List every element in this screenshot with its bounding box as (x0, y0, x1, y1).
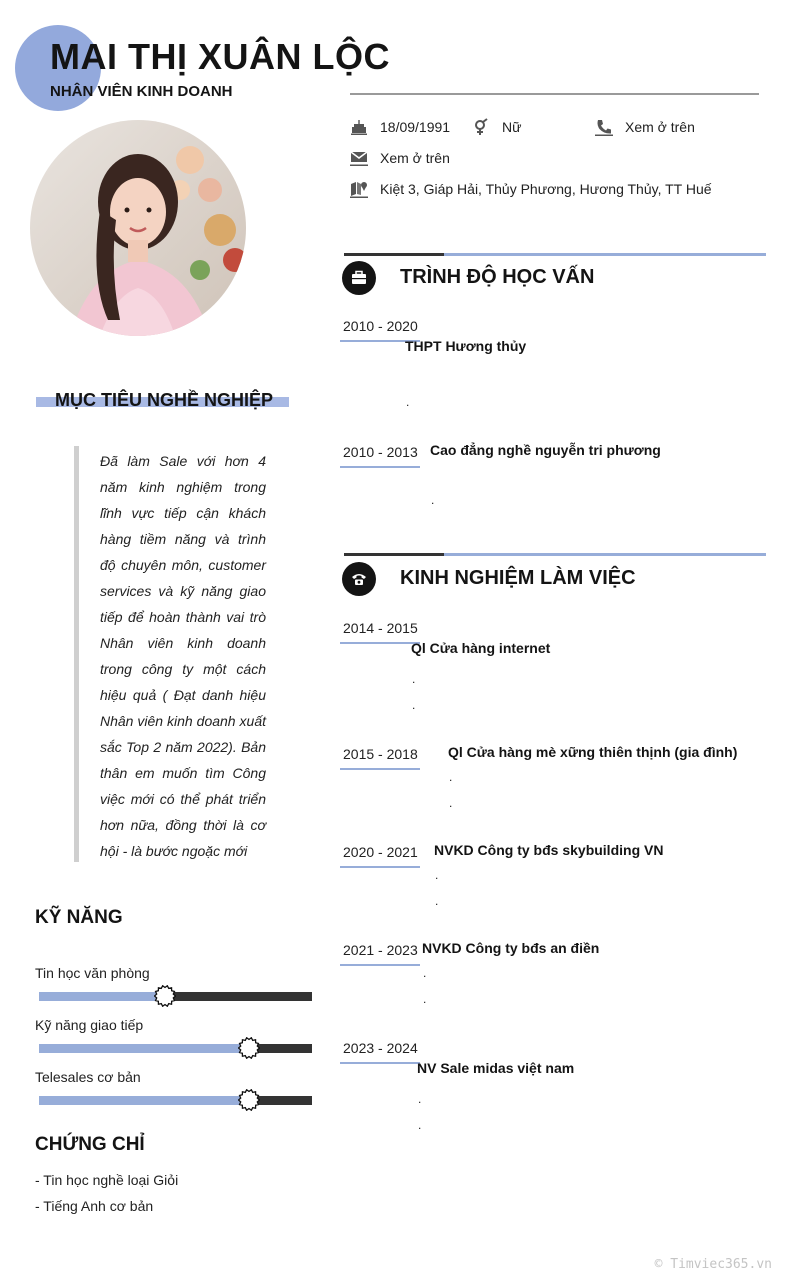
entry-period: 2021 - 2023 (343, 942, 418, 958)
entry-title: NVKD Công ty bđs an điền (422, 940, 600, 956)
telephone-icon (342, 562, 376, 596)
contact-phone (595, 118, 695, 136)
entry-title: NV Sale midas việt nam (417, 1060, 575, 1076)
header-divider (350, 93, 759, 95)
entry-title: Cao đẳng nghề nguyễn tri phương (430, 442, 661, 458)
entry-period-underline (340, 768, 420, 770)
entry-note: . (418, 1118, 422, 1132)
experience-rule-dark (344, 553, 444, 556)
entry-period: 2014 - 2015 (343, 620, 418, 636)
email-value: Xem ở trên (380, 150, 450, 166)
entry-note: . (435, 868, 439, 882)
entry-title: THPT Hương thủy (405, 338, 527, 354)
mail-icon (350, 149, 368, 167)
entry-note: . (449, 770, 453, 784)
entry-note: . (435, 894, 439, 908)
address-value: Kiệt 3, Giáp Hải, Thủy Phương, Hương Thủy, TT Huế (380, 181, 712, 197)
entry-note: . (423, 966, 427, 980)
experience-rule-accent (444, 553, 766, 556)
objective-title: MỤC TIÊU NGHỀ NGHIỆP (55, 390, 274, 410)
skill-bar-fill (39, 1096, 249, 1105)
contact-email (350, 149, 450, 167)
entry-period: 2020 - 2021 (343, 844, 418, 860)
certificates-title: CHỨNG CHỈ (35, 1134, 145, 1155)
entry-period-underline (340, 642, 420, 644)
entry-note: . (418, 1092, 422, 1106)
skill-label: Tin học văn phòng (35, 965, 150, 981)
contact-gender (472, 118, 521, 136)
skill-label: Kỹ năng giao tiếp (35, 1017, 144, 1033)
entry-note: . (412, 672, 416, 686)
skill-level-knob-icon (154, 985, 176, 1007)
certificate-item: - Tin học nghề loại Giỏi (35, 1172, 179, 1188)
map-pin-icon (350, 180, 368, 198)
phone-icon (595, 118, 613, 136)
entry-period-underline (340, 964, 420, 966)
education-rule-accent (444, 253, 766, 256)
entry-period: 2023 - 2024 (343, 1040, 418, 1056)
entry-period-underline (340, 866, 420, 868)
education-title: TRÌNH ĐỘ HỌC VẤN (400, 266, 595, 288)
entry-period: 2015 - 2018 (343, 746, 418, 762)
entry-note: . (423, 992, 427, 1006)
certificate-item: - Tiếng Anh cơ bản (35, 1198, 154, 1214)
watermark: © Timviec365.vn (654, 1257, 772, 1272)
contact-address (350, 180, 712, 198)
skill-label: Telesales cơ bản (35, 1069, 141, 1085)
entry-period-underline (340, 1062, 420, 1064)
skill-bar (39, 1096, 312, 1105)
skill-bar-fill (39, 992, 165, 1001)
candidate-position: NHÂN VIÊN KINH DOANH (50, 83, 233, 100)
entry-note: . (449, 796, 453, 810)
gender-value: Nữ (502, 119, 522, 135)
entry-title: Ql Cửa hàng internet (411, 640, 551, 656)
entry-period-underline (340, 466, 420, 468)
briefcase-icon (342, 261, 376, 295)
birthday-value: 18/09/1991 (380, 119, 451, 135)
gender-icon (472, 118, 490, 136)
skill-bar (39, 1044, 312, 1053)
entry-title: Ql Cửa hàng mè xững thiên thịnh (gia đình) (448, 744, 738, 760)
objective-text: Đã làm Sale với hơn 4 năm kinh nghiệm trong lĩnh vực tiếp cận khách hàng tiềm năng và trình độ chuyên môn, customer services và kỹ năng giao tiếp để hoàn thành vai trò Nhân viên kinh doanh trong công ty một cách hiệu quả ( Đạt danh hiệu Nhân viên kinh doanh xuất sắc Top 2 năm 2022). Bản thân em muốn tìm Công việc mới có thể phát triển hơn nữa, đồng thời là cơ hội - là bước ngoặc mới (100, 453, 266, 859)
skill-bar (39, 992, 312, 1001)
profile-photo (30, 120, 246, 336)
experience-title: KINH NGHIỆM LÀM VIỆC (400, 567, 636, 589)
cake-icon (350, 118, 368, 136)
entry-title: NVKD Công ty bđs skybuilding VN (434, 842, 664, 858)
contact-birthday (350, 118, 450, 136)
entry-note: . (412, 698, 416, 712)
skills-title: KỸ NĂNG (35, 907, 123, 928)
candidate-name: MAI THỊ XUÂN LỘC (50, 36, 390, 77)
skill-bar-fill (39, 1044, 249, 1053)
skill-level-knob-icon (238, 1089, 260, 1111)
education-rule-dark (344, 253, 444, 256)
skill-level-knob-icon (238, 1037, 260, 1059)
entry-period: 2010 - 2013 (343, 444, 418, 460)
objective-quote-line (74, 446, 79, 862)
entry-note: . (431, 493, 435, 507)
phone-value: Xem ở trên (625, 119, 695, 135)
entry-note: . (406, 395, 410, 409)
entry-period: 2010 - 2020 (343, 318, 418, 334)
